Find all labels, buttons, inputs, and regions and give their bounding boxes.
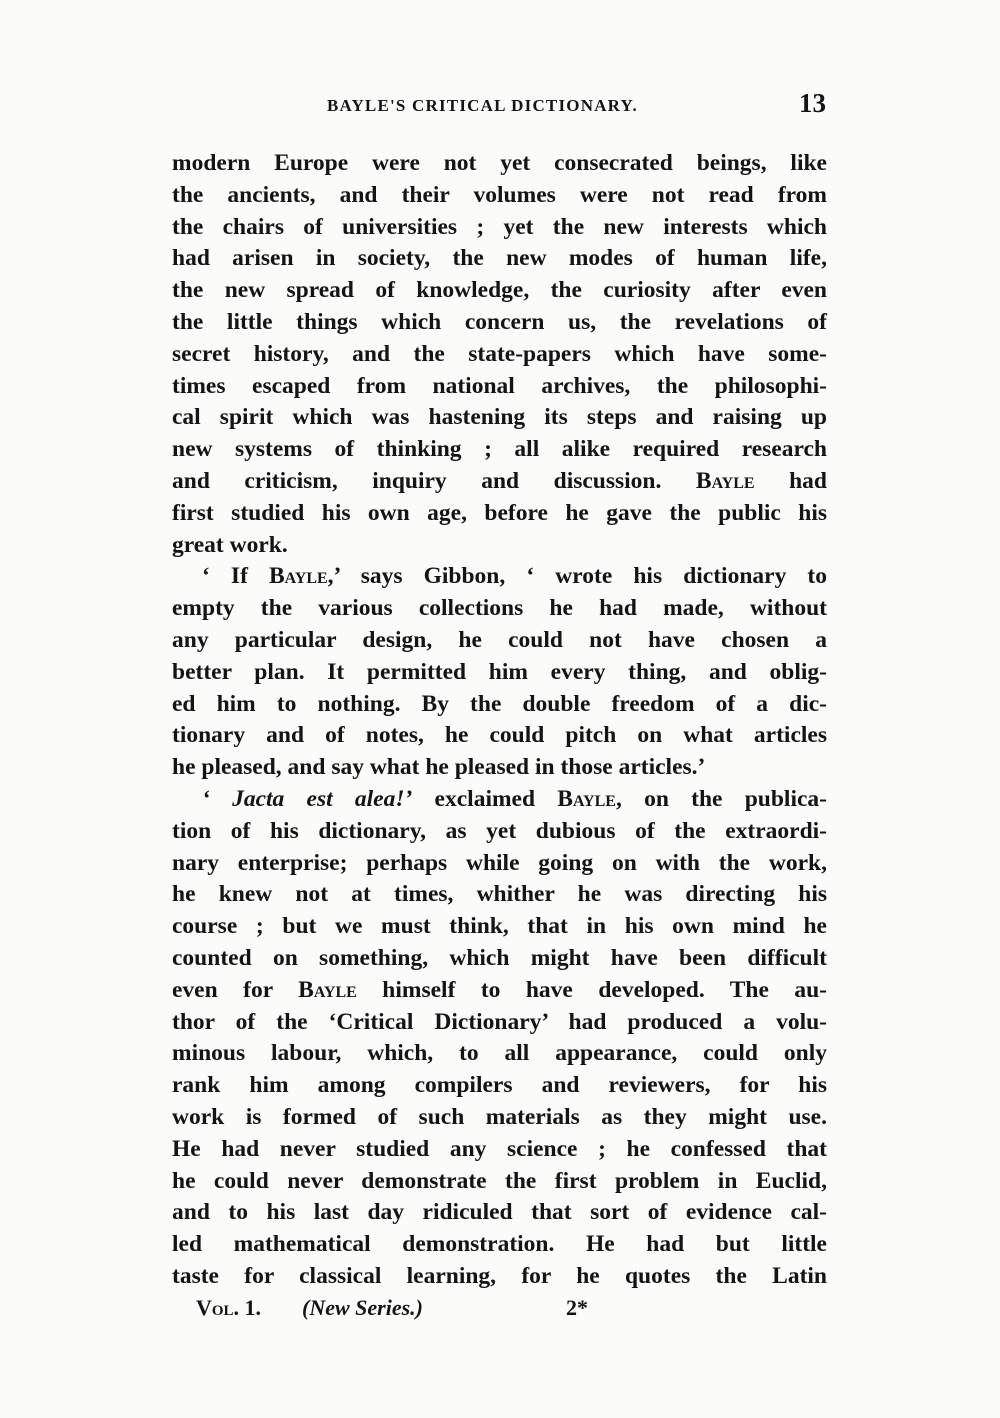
text-segment: himself to have developed. The au- (356, 976, 828, 1003)
text-line: the ancients, and their volumes were not read from (172, 181, 827, 208)
text-line: the new spread of knowledge, the curiosity after even (172, 277, 827, 304)
page-number: 13 (799, 88, 826, 118)
volume-label: Vol. 1. (196, 1295, 262, 1320)
text-line: the little things which concern us, the revelations of (172, 308, 827, 335)
text-line: secret history, and the state-papers which have some- (172, 340, 827, 367)
text-line: minous labour, which, to all appearance, could only (172, 1040, 827, 1067)
small-caps-name: Bayle (269, 563, 328, 590)
text-line: and to his last day ridiculed that sort of evidence cal- (172, 1199, 827, 1226)
text-line: modern Europe were not yet consecrated beings, like (172, 150, 827, 176)
text-line (172, 975, 827, 1007)
text-segment: exclaimed (412, 785, 558, 812)
text-line: new systems of thinking ; all alike required research (172, 436, 827, 463)
text-line: he could never demonstrate the first problem in Euclid, (172, 1167, 827, 1194)
text-line: empty the various collections he had made, without (172, 595, 827, 622)
text-line: cal spirit which was hastening its steps and raising up (172, 404, 827, 431)
text-segment: , on the publica- (615, 785, 827, 812)
text-line: the chairs of universities ; yet the new interests which (172, 213, 827, 240)
text-line: He had never studied any science ; he confessed that (172, 1135, 827, 1162)
text-line: course ; but we must think, that in his own mind he (172, 913, 827, 940)
text-segment: ‘ If (202, 563, 269, 590)
text-line: he knew not at times, whither he was directing his (172, 881, 827, 908)
text-segment: and criticism, inquiry and discussion. (172, 467, 696, 494)
text-segment: ,’ says Gibbon, ‘ wrote his dictionary to (327, 563, 828, 590)
text-line: better plan. It permitted him every thing, and oblig- (172, 658, 827, 685)
text-segment: had (754, 467, 827, 494)
page-footer (196, 1295, 696, 1327)
text-line: times escaped from national archives, the philosophi- (172, 372, 827, 399)
series-label: (New Series.) (302, 1295, 423, 1320)
small-caps-name: Bayle (298, 976, 357, 1003)
text-line: nary enterprise; perhaps while going on with the work, (172, 849, 827, 876)
text-line: great work. (172, 531, 288, 558)
text-line (172, 784, 827, 816)
text-line: work is formed of such materials as they might use. (172, 1103, 827, 1130)
text-line: had arisen in society, the new modes of human life, (172, 245, 827, 272)
text-line: he pleased, and say what he pleased in those articles.’ (172, 754, 706, 781)
text-line: counted on something, which might have been difficult (172, 944, 827, 971)
small-caps-name: Bayle (557, 785, 616, 812)
text-line: taste for classical learning, for he quotes the Latin (172, 1262, 827, 1289)
small-caps-name: Bayle (695, 467, 755, 494)
text-line: any particular design, he could not have chosen a (172, 626, 827, 653)
text-line: tion of his dictionary, as yet dubious of the extraordi- (172, 817, 827, 844)
body-text (172, 148, 827, 1293)
text-line: ed him to nothing. By the double freedom of a dic- (172, 690, 827, 717)
text-line: first studied his own age, before he gave the public his (172, 499, 827, 526)
text-line (172, 466, 827, 498)
text-line: led mathematical demonstration. He had but little (172, 1231, 827, 1258)
running-head: BAYLE'S CRITICAL DICTIONARY. (327, 96, 638, 115)
italic-phrase: ‘ Jacta est alea!’ (202, 785, 413, 812)
text-segment: even for (172, 976, 299, 1003)
text-line: tionary and of notes, he could pitch on what articles (172, 722, 827, 749)
text-line (172, 561, 827, 593)
text-line: rank him among compilers and reviewers, for his (172, 1072, 827, 1099)
text-line: thor of the ‘Critical Dictionary’ had produced a volu- (172, 1008, 827, 1035)
signature-mark: 2* (566, 1295, 588, 1320)
page-header (172, 88, 828, 128)
